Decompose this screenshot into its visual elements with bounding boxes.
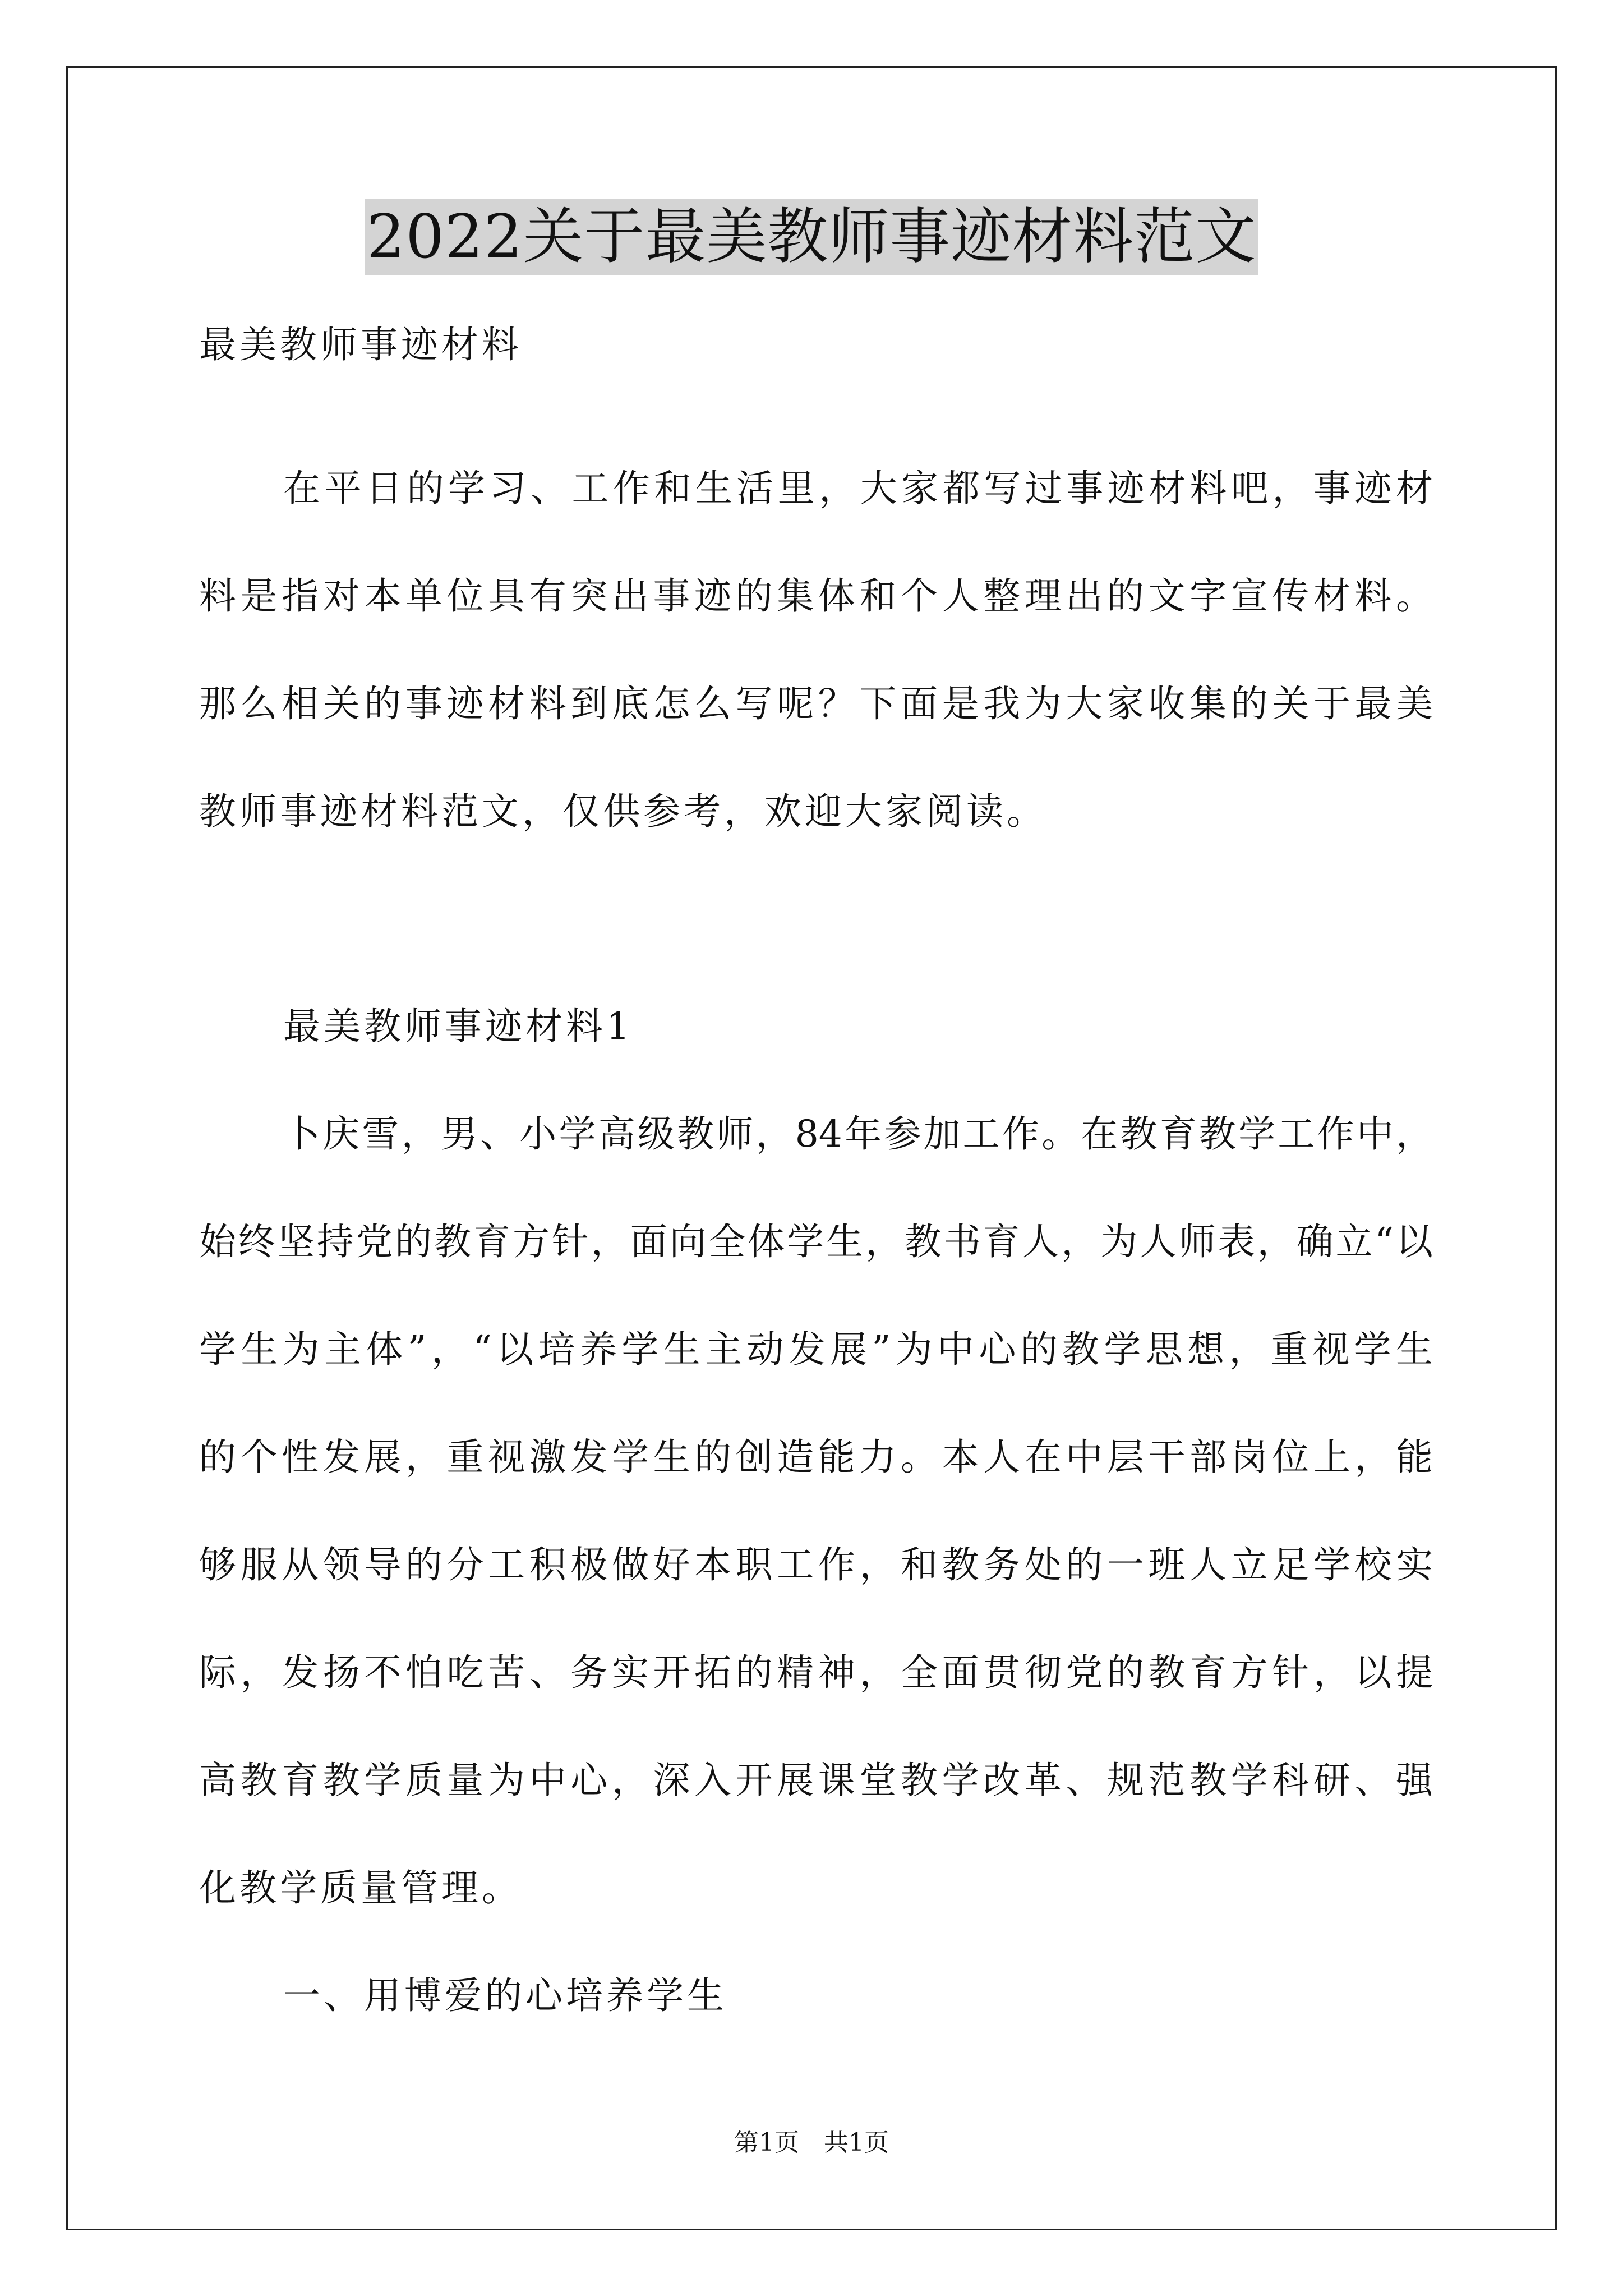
paragraph-line: 那么相关的事迹材料到底怎么写呢？下面是我为大家收集的关于最美 [199,682,1433,725]
paragraph-line: 始终坚持党的教育方针，面向全体学生，教书育人，为人师表，确立“以 [199,1220,1433,1263]
section-heading: 最美教师事迹材料 [199,323,522,366]
paragraph-line: 教师事迹材料范文，仅供参考，欢迎大家阅读。 [199,790,1047,833]
paragraph-line: 际，发扬不怕吃苦、务实开拓的精神，全面贯彻党的教育方针，以提 [199,1651,1433,1694]
paragraph-line: 够服从领导的分工积极做好本职工作，和教务处的一班人立足学校实 [199,1543,1433,1586]
paragraph-line: 卜庆雪，男、小学高级教师，84年参加工作。在教育教学工作中， [283,1112,1433,1156]
paragraph-line: 料是指对本单位具有突出事迹的集体和个人整理出的文字宣传材料。 [199,574,1433,618]
title-container [0,199,1623,275]
paragraph-line: 高教育教学质量为中心，深入开展课堂教学改革、规范教学科研、强 [199,1759,1433,1802]
paragraph-line: 学生为主体”，“以培养学生主动发展”为中心的教学思想，重视学生 [199,1328,1433,1371]
subsection-heading: 最美教师事迹材料1 [283,1005,633,1048]
paragraph-line: 化教学质量管理。 [199,1866,522,1910]
document-title: 2022关于最美教师事迹材料范文 [365,199,1259,275]
paragraph-line: 的个性发展，重视激发学生的创造能力。本人在中层干部岗位上，能 [199,1435,1433,1479]
subsection-heading: 一、用博爱的心培养学生 [283,1974,727,2017]
page-footer: 第1页 共1页 [734,2128,889,2157]
paragraph-line: 在平日的学习、工作和生活里，大家都写过事迹材料吧，事迹材 [283,467,1433,510]
